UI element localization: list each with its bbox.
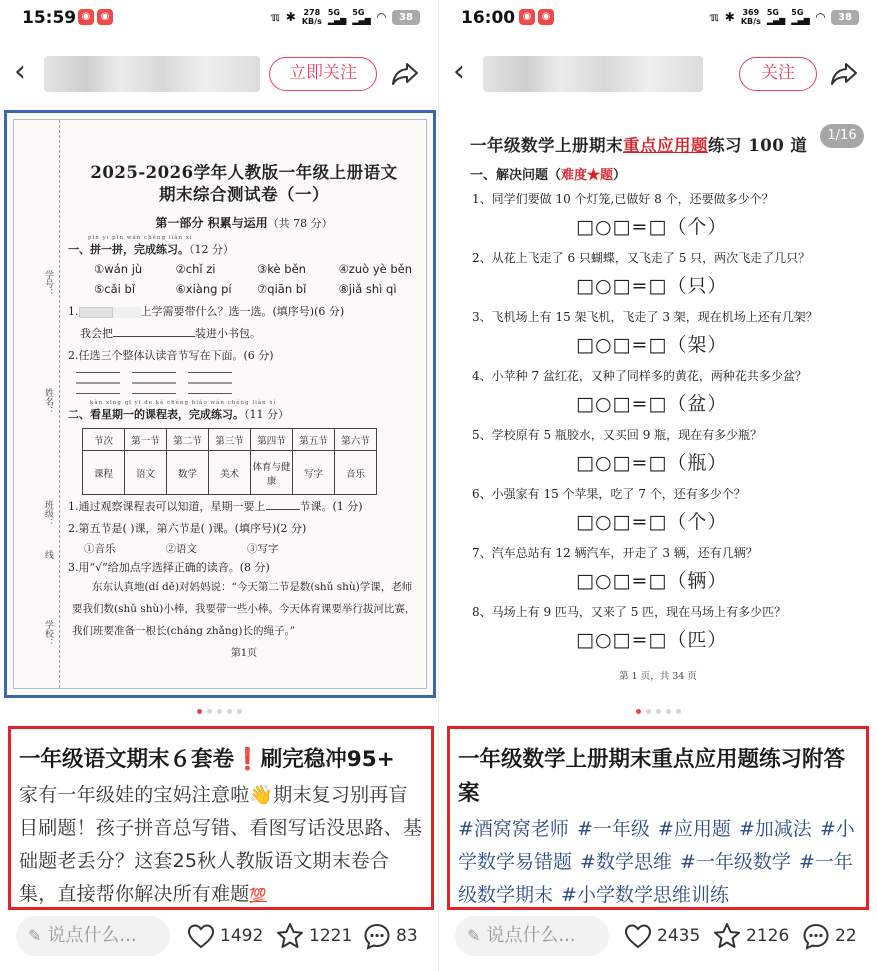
word-problem: 3、飞机场上有 15 架飞机，飞走了 3 架，现在机场上还有几架？ — [472, 310, 818, 324]
exam-question: 1. 上学需要带什么？选一选。(填序号)(6 分) — [68, 305, 345, 318]
exam-page-number: 第1页 — [230, 648, 258, 659]
comment-count: 22 — [835, 926, 857, 946]
carousel-dots — [0, 709, 438, 714]
app-notification-icon: ◉ — [538, 9, 554, 25]
word-problem: 8、马场上有 9 匹马，又来了 5 匹，现在马场上有多少匹？ — [472, 605, 787, 619]
nav-bar — [0, 48, 438, 100]
answer-template: □○□=□（个） — [576, 216, 728, 238]
word-problem: 6、小强家有 15 个苹果，吃了 7 个，还有多少个？ — [472, 487, 746, 501]
left-post-screen — [0, 0, 438, 971]
carousel-dot — [227, 709, 232, 714]
worksheet-page-footer: 第 1 页，共 34 页 — [619, 671, 697, 682]
schedule-table: 节次 第一节 第二节 第三节 第四节 第五节 第六节 课程 语文 数学 美术 体育与健康 写字 音乐 — [82, 428, 377, 495]
worksheet-title: 一年级数学上册期末重点应用题练习 100 道 — [470, 136, 808, 155]
network-speed: 369 KB/s — [740, 8, 761, 26]
signal-5g-icon-2: 5G ▂▄▆ — [352, 8, 371, 25]
post-title: 一年级语文期末６套卷❗刷完稳冲95+ — [19, 747, 395, 772]
word-problem: 4、小苹种 7 盆红花，又种了同样多的黄花，两种花共多少盆？ — [472, 369, 807, 383]
nfc-icon: ℼ — [709, 10, 719, 24]
exam-options: ①音乐 ②语文 ③写字 — [84, 543, 279, 555]
carousel-dots — [439, 709, 877, 714]
author-info-blurred[interactable] — [483, 56, 703, 92]
nav-bar — [439, 48, 877, 100]
signal-5g-icon-2: 5G ▂▄▆ — [791, 8, 810, 25]
exam-question: 我会把 装进小书包。 — [80, 327, 261, 340]
word-problem: 2、从花上飞走了 6 只蝴蝶，又飞走了 5 只，两次飞走了几只？ — [472, 251, 811, 265]
heart-icon — [623, 921, 653, 951]
exam-question: 2.第五节是( )课，第六节是( )课。(填序号)(2 分) — [68, 522, 307, 535]
pencil-icon: ✎ — [28, 926, 42, 945]
engagement-bar — [0, 914, 438, 960]
like-count: 1492 — [220, 926, 264, 946]
battery-icon: 38 — [392, 10, 420, 25]
comment-button[interactable] — [362, 920, 418, 952]
carousel-dot — [656, 709, 661, 714]
word-problem: 1、同学们要做 10 个灯笼,已做好 8 个，还要做多少个？ — [472, 192, 774, 206]
collect-count: 2126 — [746, 926, 790, 946]
status-time: 15:59 — [22, 8, 77, 28]
exam-side-binding: 学号： 姓名： 班级： 线 学校： — [14, 120, 60, 688]
answer-template: □○□=□（瓶） — [576, 452, 728, 474]
image-page-indicator: 1/16 — [820, 124, 864, 148]
status-time: 16:00 — [461, 8, 516, 28]
collect-count: 1221 — [309, 926, 353, 946]
post-caption-highlighted — [447, 726, 869, 910]
carousel-dot — [646, 709, 651, 714]
exam-question: 1.通过观察课程表可以知道，星期一要上 节课。(1 分) — [68, 500, 363, 513]
heart-icon — [186, 921, 216, 951]
signal-5g-icon: 5G ▂▄▆ — [766, 8, 786, 25]
answer-template: □○□=□（个） — [576, 511, 728, 533]
comment-count: 83 — [396, 926, 418, 946]
network-speed: 278 KB/s — [301, 8, 322, 26]
collect-button[interactable] — [712, 920, 789, 952]
like-count: 2435 — [657, 926, 701, 946]
wifi-icon: ◠ — [376, 10, 386, 24]
status-app-icons — [519, 9, 554, 25]
battery-icon: 38 — [831, 10, 859, 25]
post-hashtags[interactable]: #酒窝窝老师 #一年级 #应用题 #加减法 #小学数学易错题 #数学思维 #一年级数学 #一年级数学期末 #小学数学思维训练 — [458, 818, 855, 906]
post-caption-highlighted — [8, 726, 434, 910]
answer-template: □○□=□（只） — [576, 275, 728, 297]
star-icon — [275, 921, 305, 951]
engagement-bar — [439, 914, 877, 960]
app-notification-icon: ◉ — [97, 9, 113, 25]
hundred-points-emoji: 💯 — [249, 888, 268, 904]
back-button[interactable]: ‹ — [14, 54, 26, 89]
status-app-icons — [78, 9, 113, 25]
signal-5g-icon: 5G ▂▄▆ — [327, 8, 347, 25]
comment-icon — [362, 921, 392, 951]
comment-input[interactable]: ✎ 说点什么... — [455, 916, 609, 956]
exam-passage: 东东认真地(dí dě)对妈妈说：“今天第二节是数(shǔ shù)学课，老师要我们数(shǔ shù)小棒，我要带一些小棒。今天体育课要举行拔河比赛，我们班要准备一根长(cháng zhǎng)长的绳子。” — [72, 581, 416, 637]
comment-icon — [801, 921, 831, 951]
answer-template: □○□=□（匹） — [576, 629, 728, 651]
word-problem: 7、汽车总站有 12 辆汽车，开走了 3 辆，还有几辆？ — [472, 546, 758, 560]
nfc-icon: ℼ — [270, 10, 280, 24]
waving-hand-emoji: 👋 — [249, 784, 274, 806]
answer-template: □○□=□（架） — [576, 334, 728, 356]
status-indicators — [709, 8, 859, 26]
carousel-dot — [666, 709, 671, 714]
star-icon — [712, 921, 742, 951]
bluetooth-icon: ✱ — [724, 10, 735, 24]
exam-title: 2025-2026学年人教版一年级上册语文 期末综合测试卷（一） — [90, 163, 398, 204]
comment-button[interactable] — [801, 920, 857, 952]
carousel-dot — [237, 709, 242, 714]
like-button[interactable] — [186, 920, 263, 952]
pinyin-list: ①wán jù ②chǐ zi ③kè běn ④zuò yè běn ⑤cǎi bǐ ⑥xiàng pí ⑦qiān bǐ ⑧jiǎ shì qì — [94, 262, 413, 296]
carousel-dot — [197, 709, 202, 714]
app-notification-icon: ◉ — [78, 9, 94, 25]
bluetooth-icon: ✱ — [285, 10, 296, 24]
exam-section-2: 二、看星期一的课程表，完成练习。（11 分） — [68, 408, 289, 421]
exam-paper-image[interactable]: 学号： 姓名： 班级： 线 学校： 2025-2026学年人教版一年级上册语文 期末综合测试卷（一） 第一部分 积累与运用（共 78 分） pīn yi pīn wán chéng liàn xí 一、拼一拼，完成练习。（12 分） ①wán jù ②chǐ zi ③kè běn ④zuò yè běn ⑤cǎi bǐ ⑥xiàng pí ⑦qiān bǐ ⑧jiǎ shì qì 1. 上学需要带什么？选一选。(填序号)(6 分) 我会把 装进小书包。 2.任选三个整体认读音节写在下面。(6 分) kàn xīng qī yī de kè chéng biǎo wán chéng liàn xí 二、看星期一的课程表，完成练习。（11 分） 节次 第一节 第二节 第三节 第四节 第五节 第六节 课程 语文 数学 美术 体育与健康 写字 音乐 1.通过观察课程表可以知道，星期一要上 节课。(1 分) 2.第五节是( )课，第六节是( )课。(填序号)(2 分) ①音乐 ②语文 ③写字 3.用“√”给加点字选择正确的读音。(8 分) 东东认真地(dí dě)对妈妈说：“今天第二节是数(shǔ shù)学课，老师要我们数(shǔ shù)小棒，我要带一些小棒。今天体育课要举行拔河比赛，我们班要准备一根长(cháng zhǎng)长的绳子。” 第1页 — [4, 110, 436, 698]
exam-question: 2.任选三个整体认读音节写在下面。(6 分) — [68, 349, 274, 362]
back-button[interactable]: ‹ — [453, 54, 465, 89]
exam-part-heading: 第一部分 积累与运用（共 78 分） — [155, 216, 333, 230]
math-worksheet-image[interactable] — [446, 112, 870, 698]
follow-button[interactable]: 立即关注 — [269, 57, 377, 91]
status-indicators — [270, 8, 420, 26]
app-notification-icon: ◉ — [519, 9, 535, 25]
exam-section-1: 一、拼一拼，完成练习。（12 分） — [68, 243, 234, 256]
word-problem: 5、学校原有 5 瓶胶水，又买回 9 瓶，现在有多少瓶？ — [472, 428, 763, 442]
collect-button[interactable] — [275, 920, 352, 952]
share-icon[interactable] — [390, 58, 420, 88]
author-info-blurred[interactable] — [44, 56, 260, 92]
pencil-icon: ✎ — [467, 926, 481, 945]
carousel-dot — [676, 709, 681, 714]
answer-template: □○□=□（盆） — [576, 393, 728, 415]
share-icon[interactable] — [829, 58, 859, 88]
like-button[interactable] — [623, 920, 700, 952]
status-bar — [0, 0, 438, 36]
worksheet-section: 一、解决问题（难度★题） — [470, 168, 627, 183]
answer-template: □○□=□（辆） — [576, 570, 728, 592]
comment-input[interactable]: ✎ 说点什么... — [16, 916, 170, 956]
carousel-dot — [636, 709, 641, 714]
pinyin-writing-lines — [76, 372, 420, 394]
follow-button[interactable]: 关注 — [739, 57, 817, 91]
wifi-icon: ◠ — [815, 10, 825, 24]
exam-question: 3.用“√”给加点字选择正确的读音。(8 分) — [68, 561, 270, 574]
carousel-dot — [207, 709, 212, 714]
carousel-dot — [217, 709, 222, 714]
status-bar — [439, 0, 877, 36]
post-body: 家有一年级娃的宝妈注意啦👋期末复习别再盲目刷题！孩子拼音总写错、看图写话没思路、基础题老丢分？这套25秋人教版语文期末卷合集，直接帮你解决所有难题💯 — [19, 779, 423, 910]
post-title: 一年级数学上册期末重点应用题练习附答案 — [458, 747, 846, 806]
